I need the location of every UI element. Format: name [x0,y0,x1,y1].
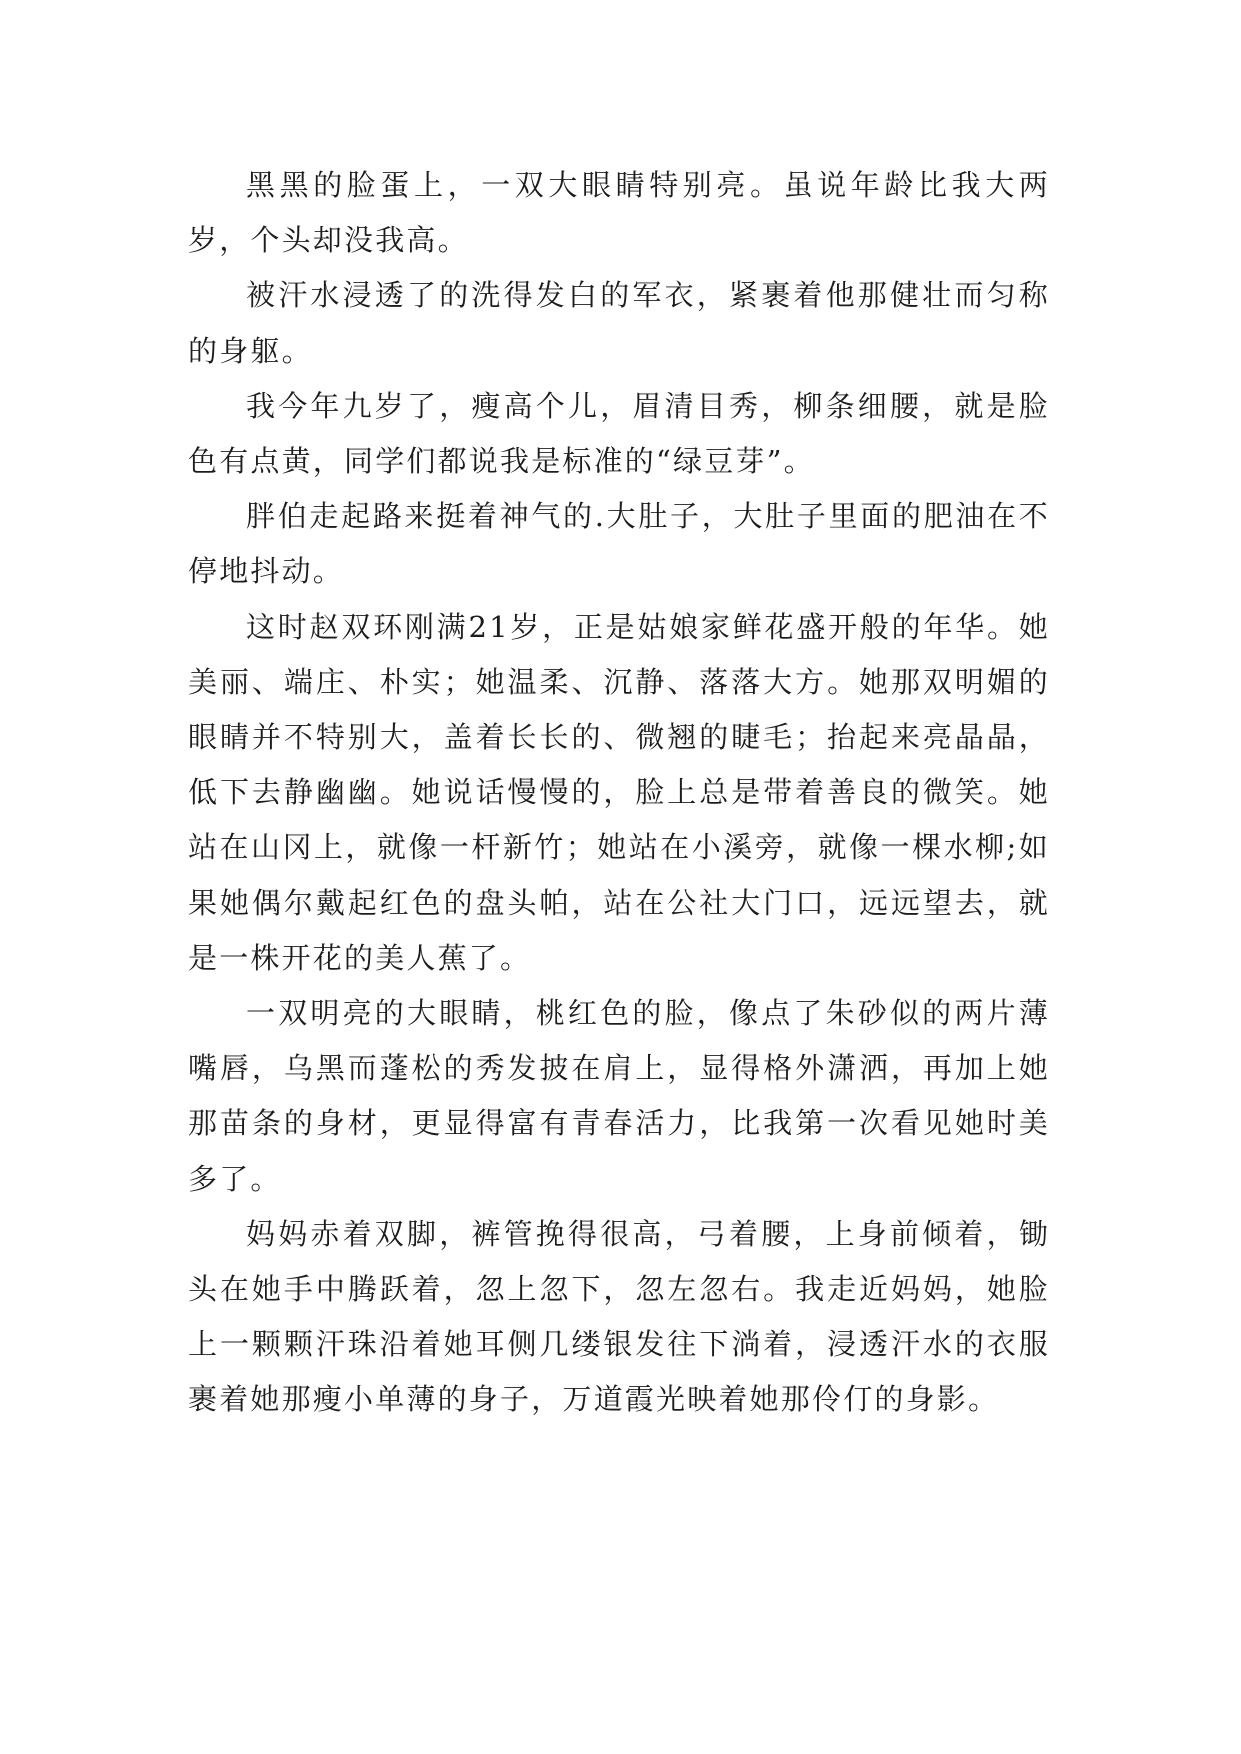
paragraph-2: 被汗水浸透了的洗得发白的军衣，紧裹着他那健壮而匀称的身躯。 [188,278,1050,368]
paragraph-3: 我今年九岁了，瘦高个儿，眉清目秀，柳条细腰，就是脸色有点黄，同学们都说我是标准的“绿豆芽”。 [188,388,1050,479]
document-body [188,158,1050,1428]
paragraph-4: 胖伯走起路来挺着神气的.大肚子，大肚子里面的肥油在不停地抖动。 [188,499,1050,589]
paragraph-1: 黑黑的脸蛋上，一双大眼睛特别亮。虽说年龄比我大两岁，个头却没我高。 [188,168,1050,258]
paragraph-6: 一双明亮的大眼睛，桃红色的脸，像点了朱砂似的两片薄嘴唇，乌黑而蓬松的秀发披在肩上，显得格外潇洒，再加上她那苗条的身材，更显得富有青春活力，比我第一次看见她时美多了。 [188,996,1050,1196]
paragraph-7: 妈妈赤着双脚，裤管挽得很高，弓着腰，上身前倾着，锄头在她手中腾跃着，忽上忽下，忽左忽右。我走近妈妈，她脸上一颗颗汗珠沿着她耳侧几缕银发往下淌着，浸透汗水的衣服裹着她那瘦小单薄的身子，万道霞光映着她那伶仃的身影。 [188,1216,1050,1417]
paragraph-5: 这时赵双环刚满21岁，正是姑娘家鲜花盛开般的年华。她美丽、端庄、朴实；她温柔、沉静、落落大方。她那双明媚的眼睛并不特别大，盖着长长的、微翘的睫毛；抬起来亮晶晶，低下去静幽幽。她说话慢慢的，脸上总是带着善良的微笑。她站在山冈上，就像一杆新竹；她站在小溪旁，就像一棵水柳;如果她偶尔戴起红色的盘头帕，站在公社大门口，远远望去，就是一株开花的美人蕉了。 [188,609,1050,975]
